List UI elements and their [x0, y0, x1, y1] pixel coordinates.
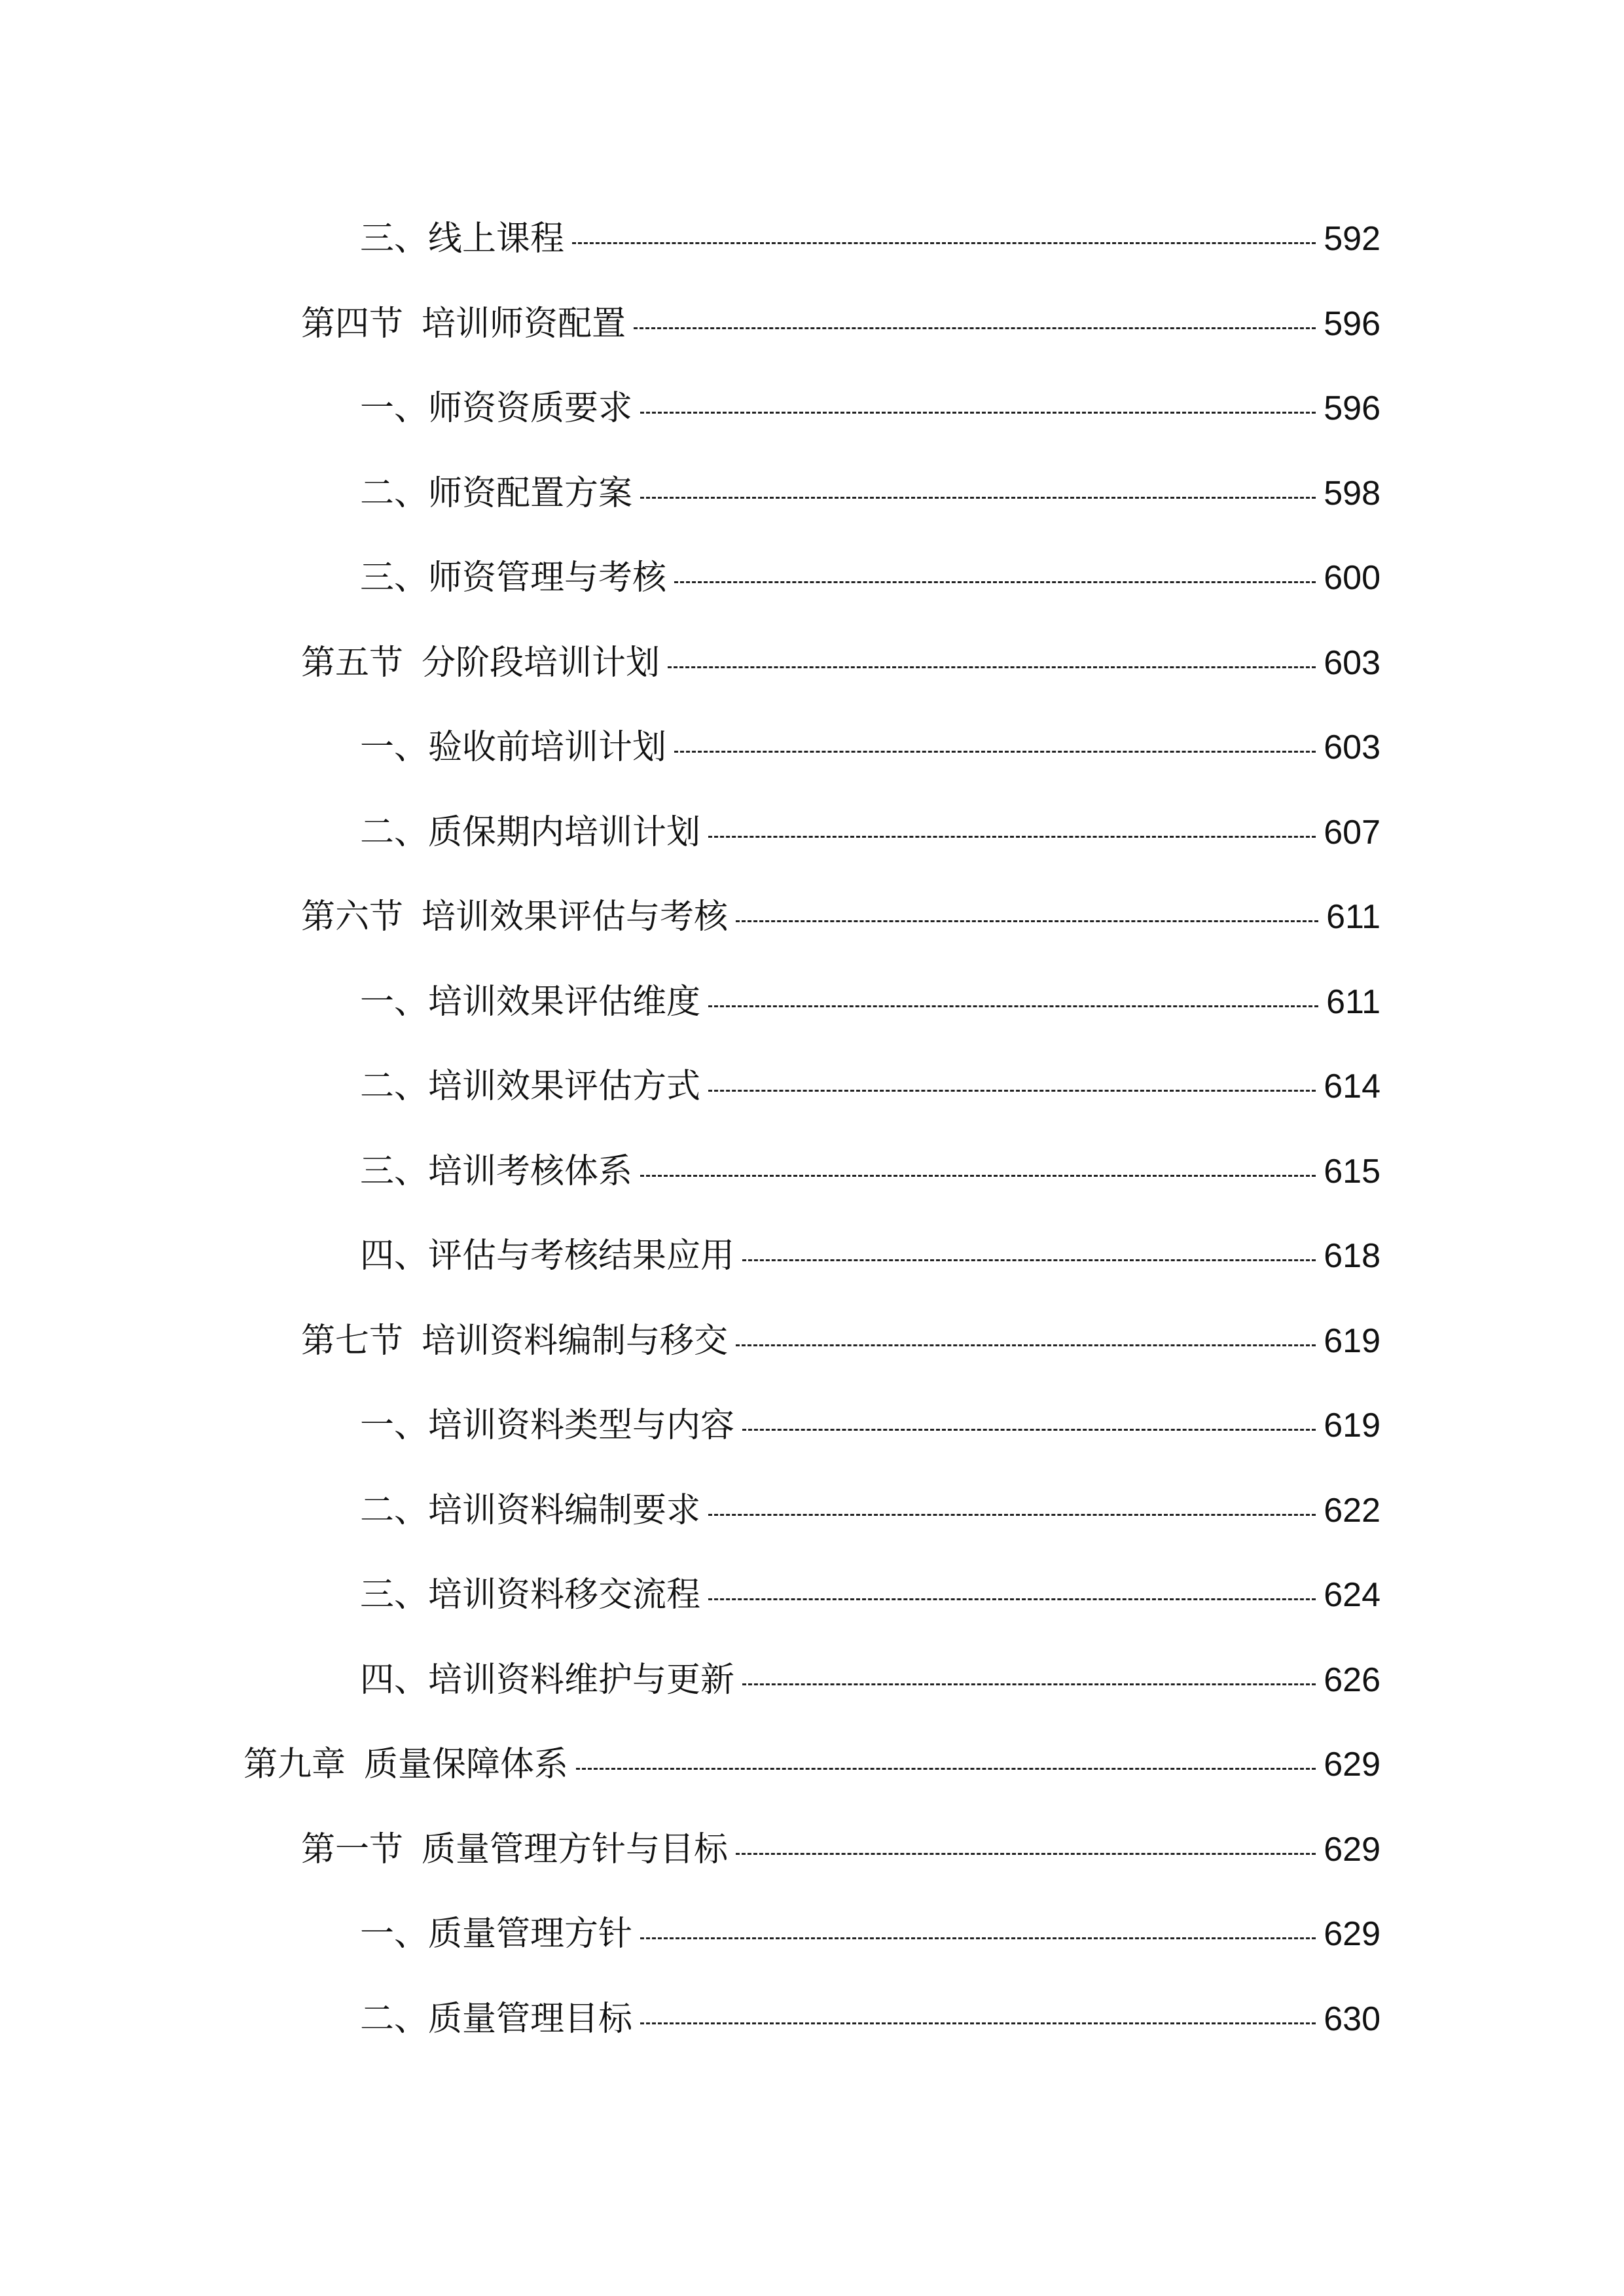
dot-leader [736, 1344, 1316, 1346]
dot-leader [736, 920, 1318, 922]
dot-leader [674, 581, 1316, 583]
dot-leader [708, 836, 1316, 838]
entry-title: 线上课程 [428, 219, 565, 259]
entry-page-number: 607 [1324, 814, 1380, 852]
entry-number: 二、 [360, 813, 429, 852]
entry-number: 三、 [360, 558, 429, 598]
dot-leader [674, 751, 1316, 753]
entry-number: 三、 [360, 1575, 429, 1615]
dot-leader [640, 1175, 1316, 1177]
toc-entry[interactable] [360, 1050, 1380, 1122]
entry-page-number: 596 [1324, 305, 1380, 343]
entry-page-number: 596 [1324, 389, 1380, 427]
toc-entry[interactable] [360, 1220, 1380, 1292]
entry-number: 第九章 [244, 1745, 346, 1784]
entry-title: 质量管理方针与目标 [422, 1830, 729, 1869]
entry-page-number: 614 [1324, 1067, 1380, 1105]
entry-title: 师资资质要求 [428, 389, 633, 428]
dot-leader [742, 1429, 1316, 1431]
entry-number: 第四节 [301, 304, 404, 344]
dot-leader [640, 412, 1316, 414]
dot-leader [576, 1768, 1316, 1770]
entry-title: 培训效果评估与考核 [422, 897, 729, 937]
toc-entry[interactable] [301, 881, 1380, 953]
entry-number: 三、 [360, 219, 429, 259]
entry-number: 二、 [360, 2000, 429, 2039]
entry-number: 第五节 [301, 643, 404, 683]
dot-leader [572, 242, 1316, 244]
toc-entry[interactable] [301, 627, 1380, 699]
entry-title: 培训资料编制要求 [428, 1491, 701, 1530]
entry-page-number: 619 [1324, 1407, 1380, 1444]
entry-page-number: 619 [1324, 1322, 1380, 1360]
entry-page-number: 624 [1324, 1576, 1380, 1614]
entry-page-number: 629 [1324, 1831, 1380, 1869]
toc-entry[interactable] [360, 457, 1380, 529]
entry-page-number: 630 [1324, 2000, 1380, 2038]
entry-page-number: 611 [1326, 898, 1380, 936]
entry-title: 质量管理方针 [428, 1914, 633, 1954]
entry-number: 二、 [360, 474, 429, 513]
toc-entry[interactable] [360, 1983, 1380, 2055]
entry-number: 四、 [360, 1660, 429, 1700]
entry-page-number: 618 [1324, 1237, 1380, 1275]
toc-entry[interactable] [360, 1475, 1380, 1547]
entry-title: 培训效果评估方式 [428, 1067, 701, 1106]
entry-title: 质保期内培训计划 [428, 813, 701, 852]
entry-number: 二、 [360, 1491, 429, 1530]
toc-entry[interactable] [360, 711, 1380, 783]
entry-title: 培训考核体系 [428, 1152, 633, 1191]
toc-entry[interactable] [301, 1305, 1380, 1377]
dot-leader [708, 1005, 1318, 1007]
entry-number: 一、 [360, 1406, 429, 1445]
entry-title: 培训资料类型与内容 [428, 1406, 735, 1445]
entry-number: 一、 [360, 1914, 429, 1954]
entry-title: 培训资料编制与移交 [422, 1321, 729, 1361]
entry-page-number: 611 [1326, 983, 1380, 1021]
toc-entry[interactable] [360, 1390, 1380, 1462]
entry-title: 培训效果评估维度 [428, 982, 701, 1022]
entry-page-number: 626 [1324, 1661, 1380, 1699]
toc-entry[interactable] [244, 1729, 1380, 1801]
entry-number: 四、 [360, 1236, 429, 1276]
toc-entry[interactable] [360, 203, 1380, 275]
entry-title: 师资管理与考核 [428, 558, 667, 598]
dot-leader [708, 1090, 1316, 1092]
toc-entry[interactable] [301, 288, 1380, 360]
entry-page-number: 629 [1324, 1915, 1380, 1953]
entry-title: 验收前培训计划 [428, 728, 667, 767]
entry-page-number: 598 [1324, 475, 1380, 512]
dot-leader [640, 497, 1316, 499]
toc-entry[interactable] [360, 542, 1380, 614]
dot-leader [640, 2022, 1316, 2024]
entry-number: 二、 [360, 1067, 429, 1106]
entry-title: 分阶段培训计划 [422, 643, 660, 683]
entry-title: 培训资料维护与更新 [428, 1660, 735, 1700]
dot-leader [742, 1259, 1316, 1261]
toc-entry[interactable] [360, 372, 1380, 444]
entry-page-number: 603 [1324, 644, 1380, 682]
entry-number: 第六节 [301, 897, 404, 937]
toc-entry[interactable] [360, 1644, 1380, 1716]
entry-page-number: 629 [1324, 1746, 1380, 1784]
toc-entry[interactable] [360, 966, 1380, 1038]
dot-leader [736, 1853, 1316, 1855]
entry-title: 师资配置方案 [428, 474, 633, 513]
entry-number: 第一节 [301, 1830, 404, 1869]
entry-title: 评估与考核结果应用 [428, 1236, 735, 1276]
dot-leader [742, 1683, 1316, 1685]
dot-leader [708, 1514, 1316, 1516]
toc-entry[interactable] [360, 1559, 1380, 1631]
entry-title: 质量管理目标 [428, 2000, 633, 2039]
entry-number: 一、 [360, 982, 429, 1022]
entry-number: 一、 [360, 389, 429, 428]
dot-leader [634, 327, 1316, 329]
entry-page-number: 622 [1324, 1492, 1380, 1530]
entry-page-number: 603 [1324, 728, 1380, 766]
entry-title: 培训资料移交流程 [428, 1575, 701, 1615]
entry-number: 三、 [360, 1152, 429, 1191]
toc-entry[interactable] [360, 797, 1380, 869]
entry-page-number: 592 [1324, 220, 1380, 258]
dot-leader [668, 666, 1316, 668]
entry-page-number: 600 [1324, 559, 1380, 597]
entry-number: 第七节 [301, 1321, 404, 1361]
entry-page-number: 615 [1324, 1153, 1380, 1191]
entry-title: 质量保障体系 [364, 1745, 569, 1784]
dot-leader [708, 1598, 1316, 1600]
dot-leader [640, 1937, 1316, 1939]
entry-number: 一、 [360, 728, 429, 767]
toc-entry[interactable] [360, 1136, 1380, 1208]
entry-title: 培训师资配置 [422, 304, 626, 344]
toc-entry[interactable] [360, 1898, 1380, 1970]
toc-entry[interactable] [301, 1814, 1380, 1886]
